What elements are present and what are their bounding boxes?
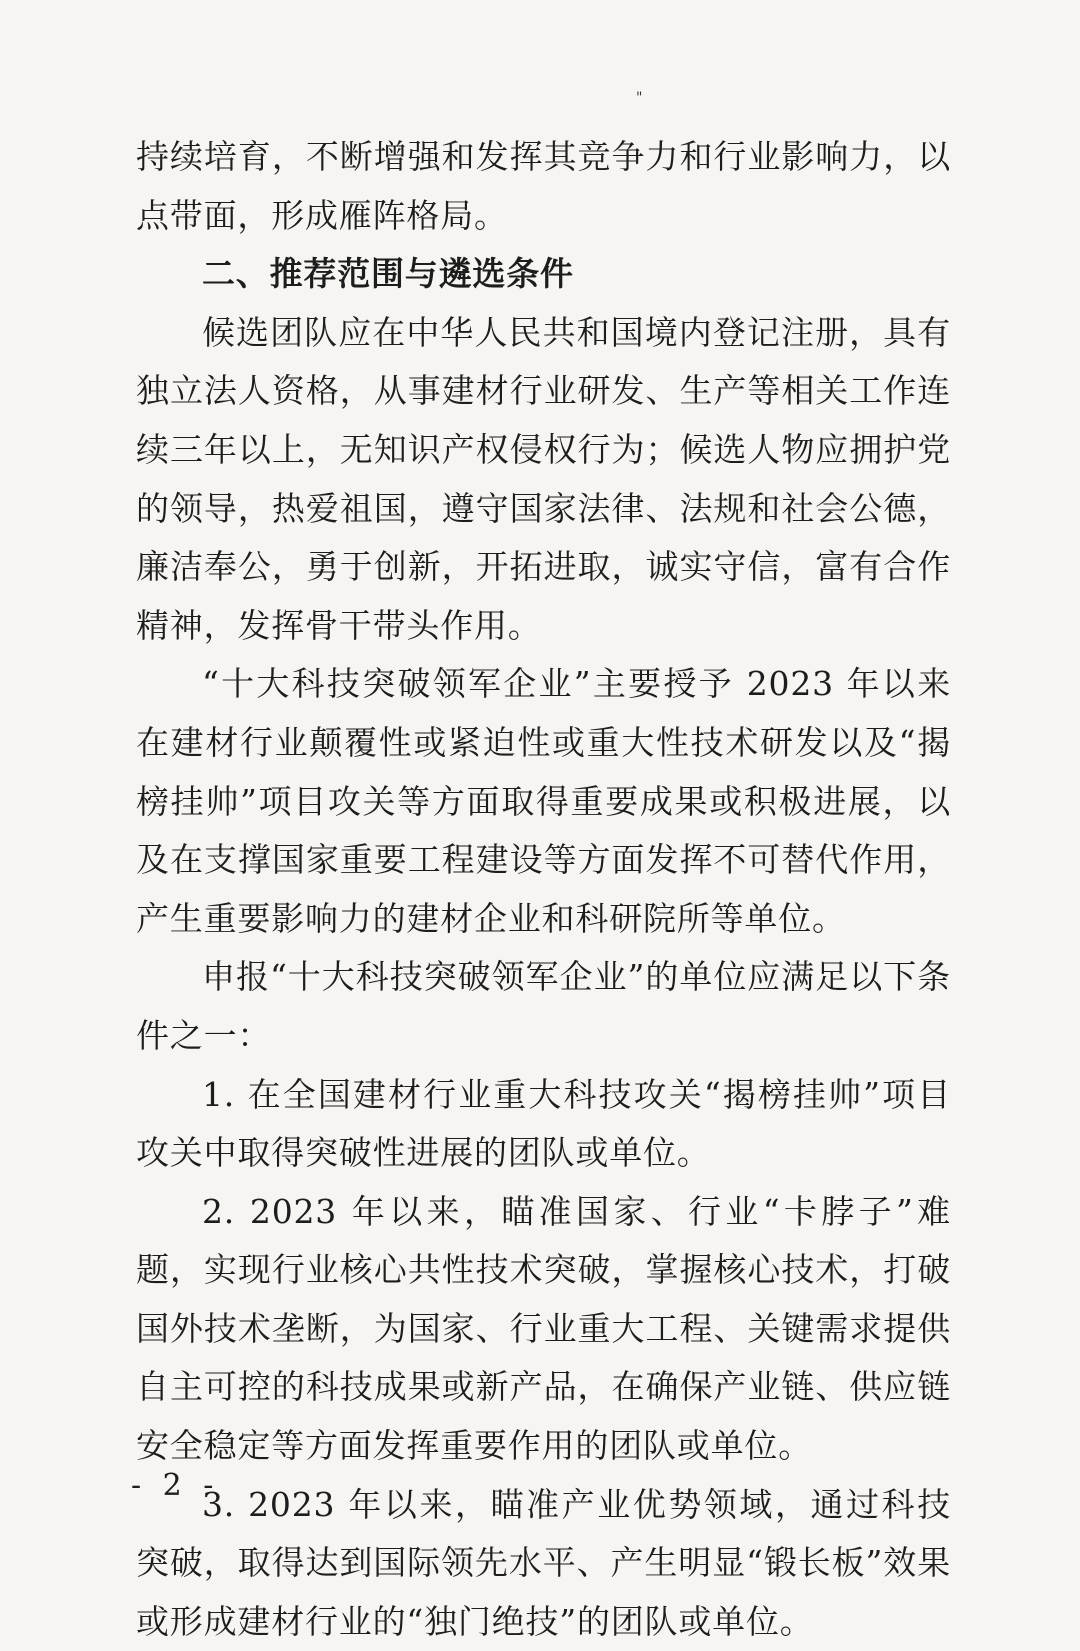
- paragraph-conditions-intro: 申报“十大科技突破领军企业”的单位应满足以下条件之一：: [136, 957, 951, 1055]
- paragraph-award-description: “十大科技突破领军企业”主要授予 2023 年以来在建材行业颠覆性或紧迫性或重大性技术研发以及“揭榜挂帅”项目攻关等方面取得重要成果或积极进展，以及在支撑国家重要工程建设等方面发挥不可替代作用，产生重要影响力的建材企业和科研院所等单位。: [136, 664, 951, 938]
- top-mark: ": [636, 90, 643, 106]
- section-heading: 二、推荐范围与遴选条件: [202, 254, 574, 294]
- paragraph-condition-1: 1. 在全国建材行业重大科技攻关“揭榜挂帅”项目攻关中取得突破性进展的团队或单位。: [136, 1074, 951, 1173]
- paragraph-eligibility: 候选团队应在中华人民共和国境内登记注册，具有独立法人资格，从事建材行业研发、生产等相关工作连续三年以上，无知识产权侵权行为；候选人物应拥护党的领导，热爱祖国，遵守国家法律、法规和社会公德，廉洁奉公，勇于创新，开拓进取，诚实守信，富有合作精神，发挥骨干带头作用。: [136, 312, 951, 645]
- paragraph-condition-3: 3. 2023 年以来，瞄准产业优势领域，通过科技突破，取得达到国际领先水平、产生明显“锻长板”效果或形成建材行业的“独门绝技”的团队或单位。: [136, 1484, 951, 1641]
- paragraph-continuation: 持续培育，不断增强和发挥其竞争力和行业影响力，以点带面，形成雁阵格局。: [136, 137, 951, 235]
- page-number: - 2 -: [131, 1468, 220, 1503]
- paragraph-condition-2: 2. 2023 年以来，瞄准国家、行业“卡脖子”难题，实现行业核心共性技术突破，掌握核心技术，打破国外技术垄断，为国家、行业重大工程、关键需求提供自主可控的科技成果或新产品，在确保产业链、供应链安全稳定等方面发挥重要作用的团队或单位。: [136, 1191, 951, 1466]
- document-body: [136, 128, 951, 1651]
